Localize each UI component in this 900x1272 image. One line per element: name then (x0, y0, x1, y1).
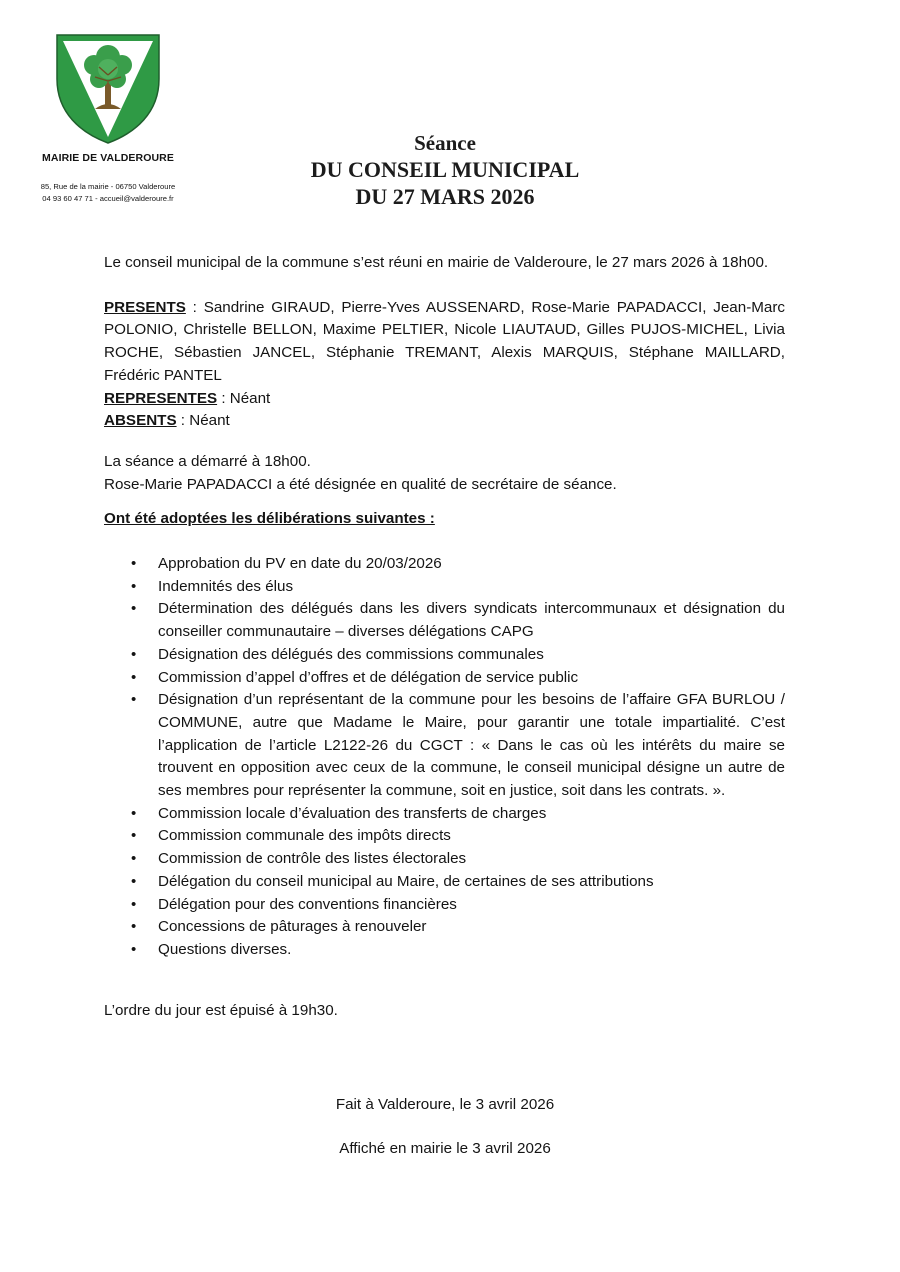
list-item: • Commission de contrôle des listes électorales (104, 848, 785, 871)
representes-paragraph (104, 388, 785, 411)
list-item: • Approbation du PV en date du 20/03/2026 (104, 553, 785, 576)
presents-list: : Sandrine GIRAUD, Pierre-Yves AUSSENARD, Rose-Marie PAPADACCI, Jean-Marc POLONIO, Christelle BELLON, Maxime PELTIER, Nicole LIAUTAUD, Gilles PUJOS-MICHEL, Livia ROCHE, Sébastien JANCEL, Stéphanie TREMANT, Alexis MARQUIS, Stéphane MAILLARD, Frédéric PANTEL (104, 298, 785, 384)
absents-label: ABSENTS (104, 412, 177, 430)
intro-paragraph: Le conseil municipal de la commune s’est réuni en mairie de Valderoure, le 27 mars 2026 à 18h00. (104, 254, 769, 271)
list-item: • Désignation d’un représentant de la commune pour les besoins de l’affaire GFA BURLOU / COMMUNE, autre que Madame le Maire, pour garantir une totale impartialité. C’est l’application de l’article L2122-26 du CGCT : « Dans le cas où les intérêts du maire se trouvent en opposition avec ceux de la commune, le conseil municipal désigne un autre de ses membres pour représenter la commune, soit en justice, soit dans les contrats. ». (104, 689, 785, 803)
contact-line: 04 93 60 47 71 - accueil@valderoure.fr (42, 194, 174, 203)
affiche-line: Affiché en mairie le 3 avril 2026 (339, 1140, 551, 1157)
absents-paragraph (104, 410, 785, 433)
list-item: • Délégation pour des conventions financières (104, 894, 785, 917)
title-line3: DU 27 MARS 2026 (355, 184, 535, 209)
address-line: 85, Rue de la mairie - 06750 Valderoure (40, 182, 176, 191)
deliberations-heading: Ont été adoptées les délibérations suivantes : (104, 510, 435, 528)
document-body (104, 252, 785, 1022)
representes-value: : Néant (217, 389, 271, 407)
absents-value: : Néant (176, 412, 230, 430)
fait-line: Fait à Valderoure, le 3 avril 2026 (335, 1096, 555, 1113)
title-line2: DU CONSEIL MUNICIPAL (310, 157, 580, 182)
presents-paragraph (104, 297, 785, 388)
list-item: • Commission locale d’évaluation des transferts de charges (104, 803, 785, 826)
list-item: • Indemnités des élus (104, 576, 785, 599)
list-item: • Délégation du conseil municipal au Maire, de certaines de ses attributions (104, 871, 785, 894)
list-item: • Désignation des délégués des commissions communales (104, 644, 785, 667)
valderoure-coat-of-arms (55, 33, 161, 145)
mairie-name: MAIRIE DE VALDEROURE (42, 152, 174, 164)
list-item: • Concessions de pâturages à renouveler (104, 916, 785, 939)
closing-line: L’ordre du jour est épuisé à 19h30. (104, 1001, 338, 1019)
representes-label: REPRESENTES (104, 389, 218, 407)
list-item: • Détermination des délégués dans les divers syndicats intercommunaux et désignation du conseiller communautaire – diverses délégations CAPG (104, 598, 785, 643)
list-item: • Commission communale des impôts directs (104, 825, 785, 848)
list-item: • Commission d’appel d’offres et de délégation de service public (104, 667, 785, 690)
title-line1: Séance (414, 131, 476, 155)
session-secretary: Rose-Marie PAPADACCI a été désignée en qualité de secrétaire de séance. (104, 475, 617, 493)
deliberations-list (104, 553, 785, 962)
list-item: • Questions diverses. (104, 939, 785, 962)
presents-label: PRESENTS (104, 298, 186, 316)
session-start: La séance a démarré à 18h00. (104, 452, 311, 470)
